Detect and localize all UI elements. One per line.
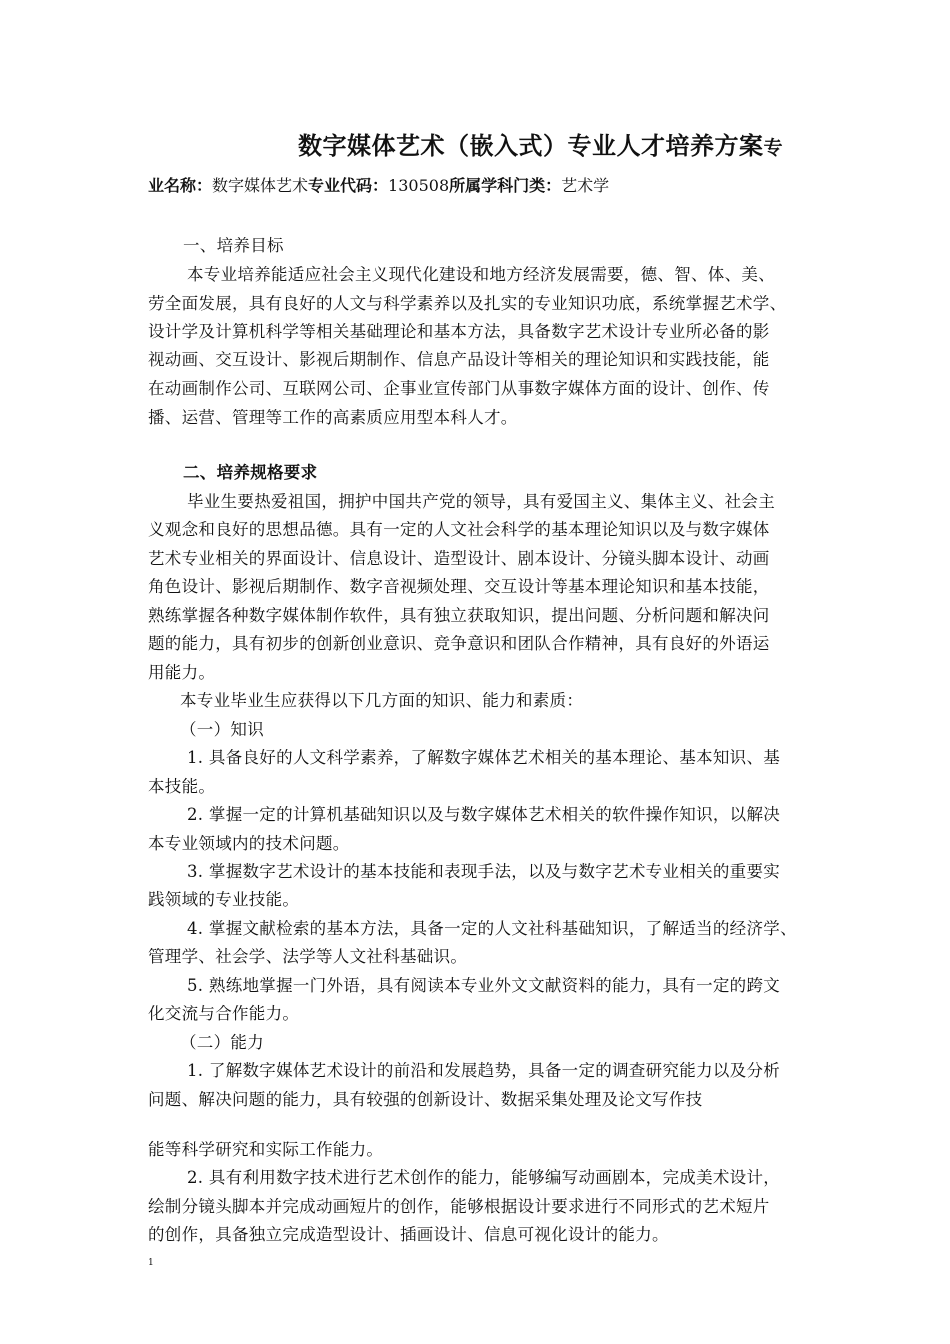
section2-heading: 二、培养规格要求 [183,463,318,482]
page-number: 1 [148,1258,154,1268]
knowledge-item: 本技能。 [148,777,216,796]
section1-line: 在动画制作公司、互联网公司、企事业宣传部门从事数字媒体方面的设计、创作、传 [148,379,770,398]
section2-line: 本专业毕业生应获得以下几方面的知识、能力和素质： [180,691,584,710]
section1-line: 视动画、交互设计、影视后期制作、信息产品设计等相关的理论知识和实践技能，能 [148,350,770,369]
ability-item: 的创作，具备独立完成造型设计、插画设计、信息可视化设计的能力。 [148,1225,669,1244]
knowledge-item: 化交流与合作能力。 [148,1004,300,1023]
program-meta [148,173,609,196]
meta-value-name: 数字媒体艺术 [212,176,309,195]
ability-item: 1. 了解数字媒体艺术设计的前沿和发展趋势，具备一定的调查研究能力以及分析 [187,1061,781,1080]
section2-line: 艺术专业相关的界面设计、信息设计、造型设计、剧本设计、分镜头脚本设计、动画 [148,549,770,568]
meta-value-category: 艺术学 [561,176,610,195]
section1-line: 设计学及计算机科学等相关基础理论和基本方法，具备数字艺术设计专业所必备的影 [148,322,770,341]
knowledge-item: 3. 掌握数字艺术设计的基本技能和表现手法，以及与数字艺术专业相关的重要实 [187,862,781,881]
knowledge-item: 5. 熟练地掌握一门外语，具有阅读本专业外文文献资料的能力，具有一定的跨文 [187,976,781,995]
ability-item: 能等科学研究和实际工作能力。 [148,1140,384,1159]
ability-item: 2. 具有利用数字技术进行艺术创作的能力，能够编写动画剧本，完成美术设计， [187,1168,781,1187]
knowledge-item: 2. 掌握一定的计算机基础知识以及与数字媒体艺术相关的软件操作知识，以解决 [187,805,781,824]
knowledge-item: 4. 掌握文献检索的基本方法，具备一定的人文社科基础知识，了解适当的经济学、 [187,919,797,938]
meta-label-category: 所属学科门类： [449,176,562,195]
subsection-knowledge-heading: （一）知识 [180,720,264,739]
ability-item: 绘制分镜头脚本并完成动画短片的创作，能够根据设计要求进行不同形式的艺术短片 [148,1197,770,1216]
title-tail: 专 [763,137,784,159]
document-title [298,126,783,161]
section2-line: 毕业生要热爱祖国，拥护中国共产党的领导，具有爱国主义、集体主义、社会主 [187,492,775,511]
section2-line: 用能力。 [148,663,216,682]
section2-line: 角色设计、影视后期制作、数字音视频处理、交互设计等基本理论知识和基本技能， [148,577,770,596]
section2-line: 义观念和良好的思想品德。具有一定的人文社会科学的基本理论知识以及与数字媒体 [148,520,770,539]
section1-line: 播、运营、管理等工作的高素质应用型本科人才。 [148,408,518,427]
section1-heading: 一、培养目标 [183,236,284,255]
knowledge-item: 践领域的专业技能。 [148,890,300,909]
subsection-ability-heading: （二）能力 [180,1033,264,1052]
knowledge-item: 1. 具备良好的人文科学素养，了解数字媒体艺术相关的基本理论、基本知识、基 [187,748,781,767]
knowledge-item: 本专业领域内的技术问题。 [148,834,350,853]
title-main: 数字媒体艺术（嵌入式）专业人才培养方案 [298,131,764,160]
section1-line: 劳全面发展，具有良好的人文与科学素养以及扎实的专业知识功底，系统掌握艺术学、 [148,294,787,313]
knowledge-item: 管理学、社会学、法学等人文社科基础识。 [148,947,468,966]
section2-line: 题的能力，具有初步的创新创业意识、竞争意识和团队合作精神，具有良好的外语运 [148,634,770,653]
meta-label-code: 专业代码： [308,176,389,195]
section2-line: 熟练掌握各种数字媒体制作软件，具有独立获取知识，提出问题、分析问题和解决问 [148,606,770,625]
section1-line: 本专业培养能适应社会主义现代化建设和地方经济发展需要，德、智、体、美、 [187,265,775,284]
ability-item: 问题、解决问题的能力，具有较强的创新设计、数据采集处理及论文写作技 [148,1090,703,1109]
meta-value-code: 130508 [388,176,450,195]
meta-label-name: 业名称： [148,176,213,195]
